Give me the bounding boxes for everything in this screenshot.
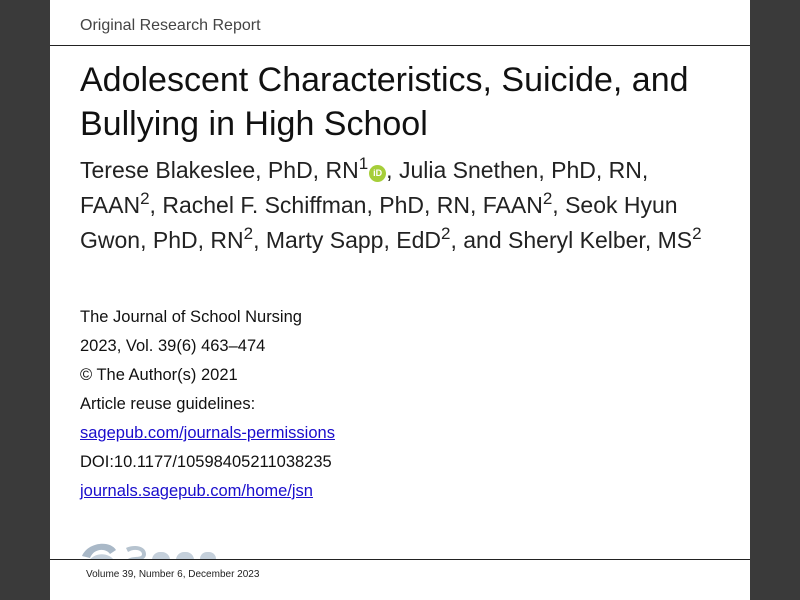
author-2-name: Julia Snethen, PhD, RN, FAAN: [80, 157, 649, 218]
author-5-affiliation: 2: [441, 224, 451, 243]
author-3-name: Rachel F. Schiffman, PhD, RN, FAAN: [162, 192, 543, 218]
copyright-notice: © The Author(s) 2021: [80, 366, 238, 384]
publication-info: [80, 304, 680, 507]
orcid-icon[interactable]: iD: [369, 165, 386, 182]
author-1-name: Terese Blakeslee, PhD, RN: [80, 157, 359, 183]
journal-home-link[interactable]: journals.sagepub.com/home/jsn: [80, 482, 313, 500]
author-4-name: Seok Hyun Gwon, PhD, RN: [80, 192, 678, 253]
author-5-name: Marty Sapp, EdD: [265, 227, 441, 253]
article-type-label: Original Research Report: [80, 17, 261, 34]
author-separator: ,: [552, 192, 566, 218]
reuse-guidelines-label: Article reuse guidelines:: [80, 395, 256, 413]
author-separator: ,: [149, 192, 163, 218]
author-3-affiliation: 2: [542, 189, 553, 208]
journal-name: The Journal of School Nursing: [80, 308, 302, 326]
author-6-affiliation: 2: [692, 224, 702, 243]
author-separator: ,: [253, 227, 266, 253]
article-title: Adolescent Characteristics, Suicide, and Bullying in High School: [80, 61, 689, 143]
doi: DOI:10.1177/10598405211038235: [80, 453, 332, 471]
author-list: [80, 153, 720, 258]
issue-footer: Volume 39, Number 6, December 2023: [86, 569, 260, 580]
author-6-name: Sheryl Kelber, MS: [508, 227, 693, 253]
author-separator-and: , and: [450, 227, 509, 253]
author-4-affiliation: 2: [243, 224, 254, 243]
publisher-logo: [80, 538, 230, 560]
author-2-affiliation: 2: [140, 189, 150, 208]
volume-info: 2023, Vol. 39(6) 463–474: [80, 337, 266, 355]
permissions-link[interactable]: sagepub.com/journals-permissions: [80, 424, 335, 442]
footer-divider: [50, 559, 750, 560]
header-divider: [50, 45, 750, 46]
document-page: [50, 0, 750, 600]
publisher-logo-icon: [80, 538, 230, 560]
author-1-affiliation: 1: [358, 154, 369, 173]
author-separator: ,: [386, 157, 399, 183]
